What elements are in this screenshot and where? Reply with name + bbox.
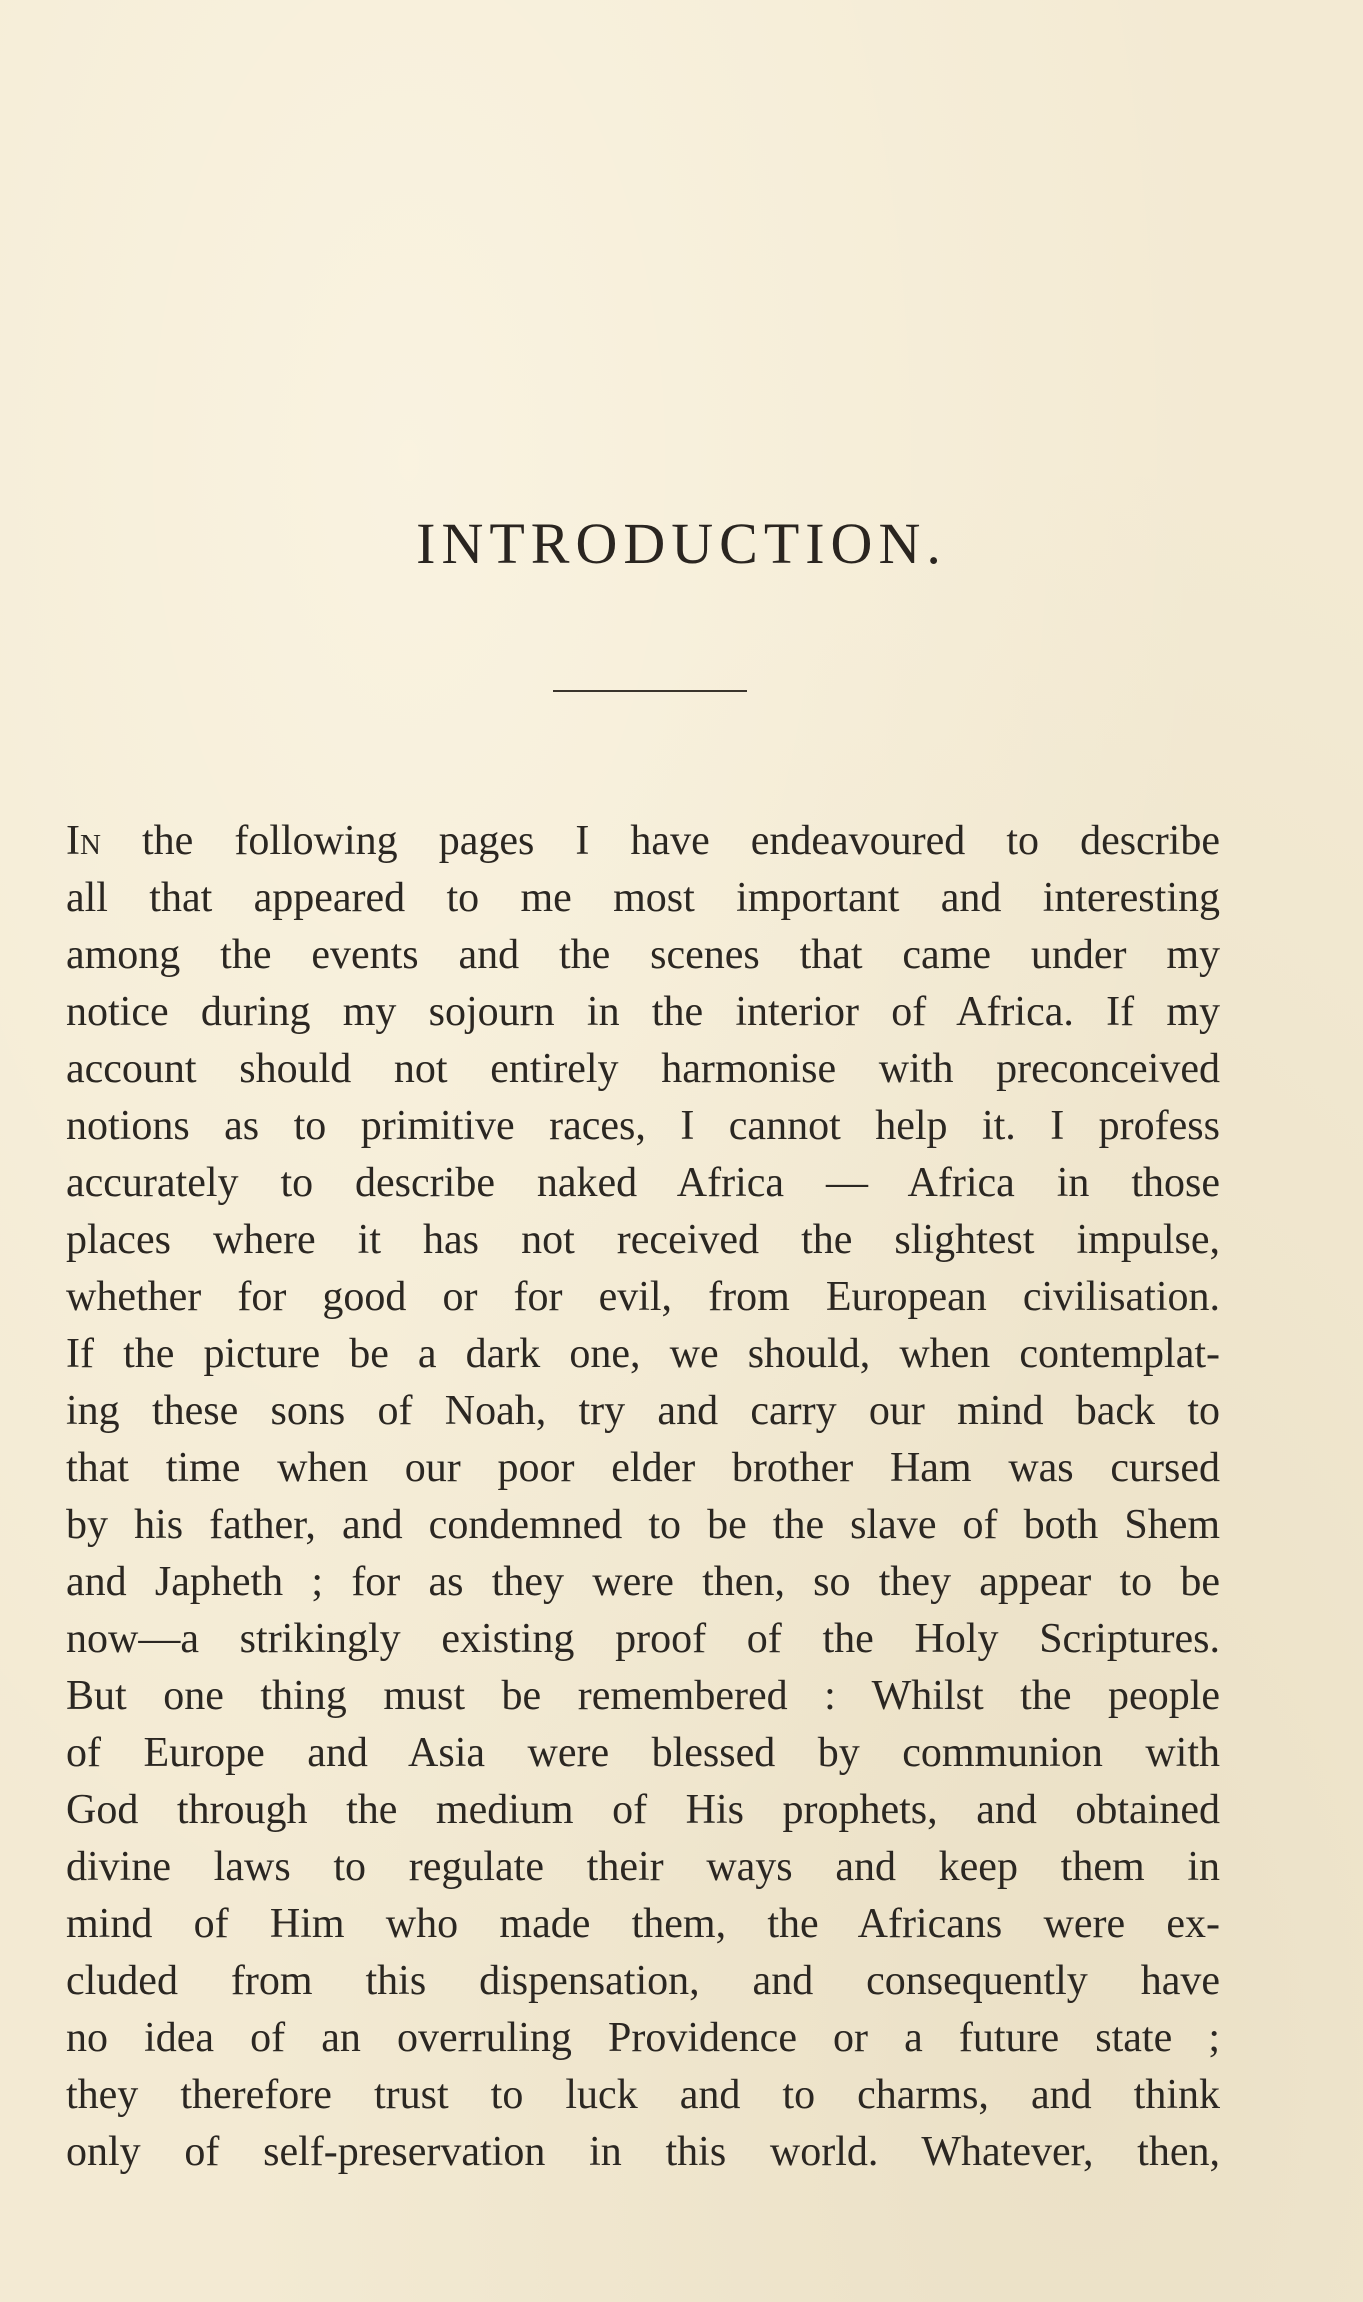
paragraph-line: notice during my sojourn in the interior of Africa. If my (66, 989, 1220, 1035)
opening-word: In (66, 818, 101, 864)
title-rule (553, 690, 747, 692)
paragraph-line: accurately to describe naked Africa — Africa in those (66, 1160, 1220, 1206)
paragraph-line: But one thing must be remembered : Whilst the people (66, 1673, 1220, 1719)
paragraph-line: account should not entirely harmonise with preconceived (66, 1046, 1220, 1092)
paragraph-line: divine laws to regulate their ways and keep them in (66, 1844, 1220, 1890)
paragraph-line: places where it has not received the slightest impulse, (66, 1217, 1220, 1263)
paragraph-line: and Japheth ; for as they were then, so they appear to be (66, 1559, 1220, 1605)
paragraph-line: whether for good or for evil, from European civilisation. (66, 1274, 1220, 1320)
paragraph-line: they therefore trust to luck and to charms, and think (66, 2072, 1220, 2118)
paragraph-line: cluded from this dispensation, and consequently have (66, 1958, 1220, 2004)
paragraph-line: If the picture be a dark one, we should, when contemplat- (66, 1331, 1220, 1377)
paragraph-line: among the events and the scenes that came under my (66, 932, 1220, 978)
paragraph-line: mind of Him who made them, the Africans were ex- (66, 1901, 1220, 1947)
paragraph-line: now—a strikingly existing proof of the Holy Scriptures. (66, 1616, 1220, 1662)
paragraph-line: by his father, and condemned to be the slave of both Shem (66, 1502, 1220, 1548)
chapter-title: INTRODUCTION. (416, 511, 947, 576)
paragraph-line: all that appeared to me most important and interesting (66, 875, 1220, 921)
paragraph-line: that time when our poor elder brother Ham was cursed (66, 1445, 1220, 1491)
introduction-paragraph (66, 813, 1220, 2181)
paragraph-line: of Europe and Asia were blessed by communion with (66, 1730, 1220, 1776)
paragraph-line: God through the medium of His prophets, and obtained (66, 1787, 1220, 1833)
paragraph-line: notions as to primitive races, I cannot help it. I profess (66, 1103, 1220, 1149)
paragraph-line: In the following pages I have endeavoured to describe (66, 818, 1220, 864)
paragraph-line: only of self-preservation in this world. Whatever, then, (66, 2129, 1220, 2175)
paragraph-line: no idea of an overruling Providence or a future state ; (66, 2015, 1220, 2061)
paragraph-line: ing these sons of Noah, try and carry our mind back to (66, 1388, 1220, 1434)
